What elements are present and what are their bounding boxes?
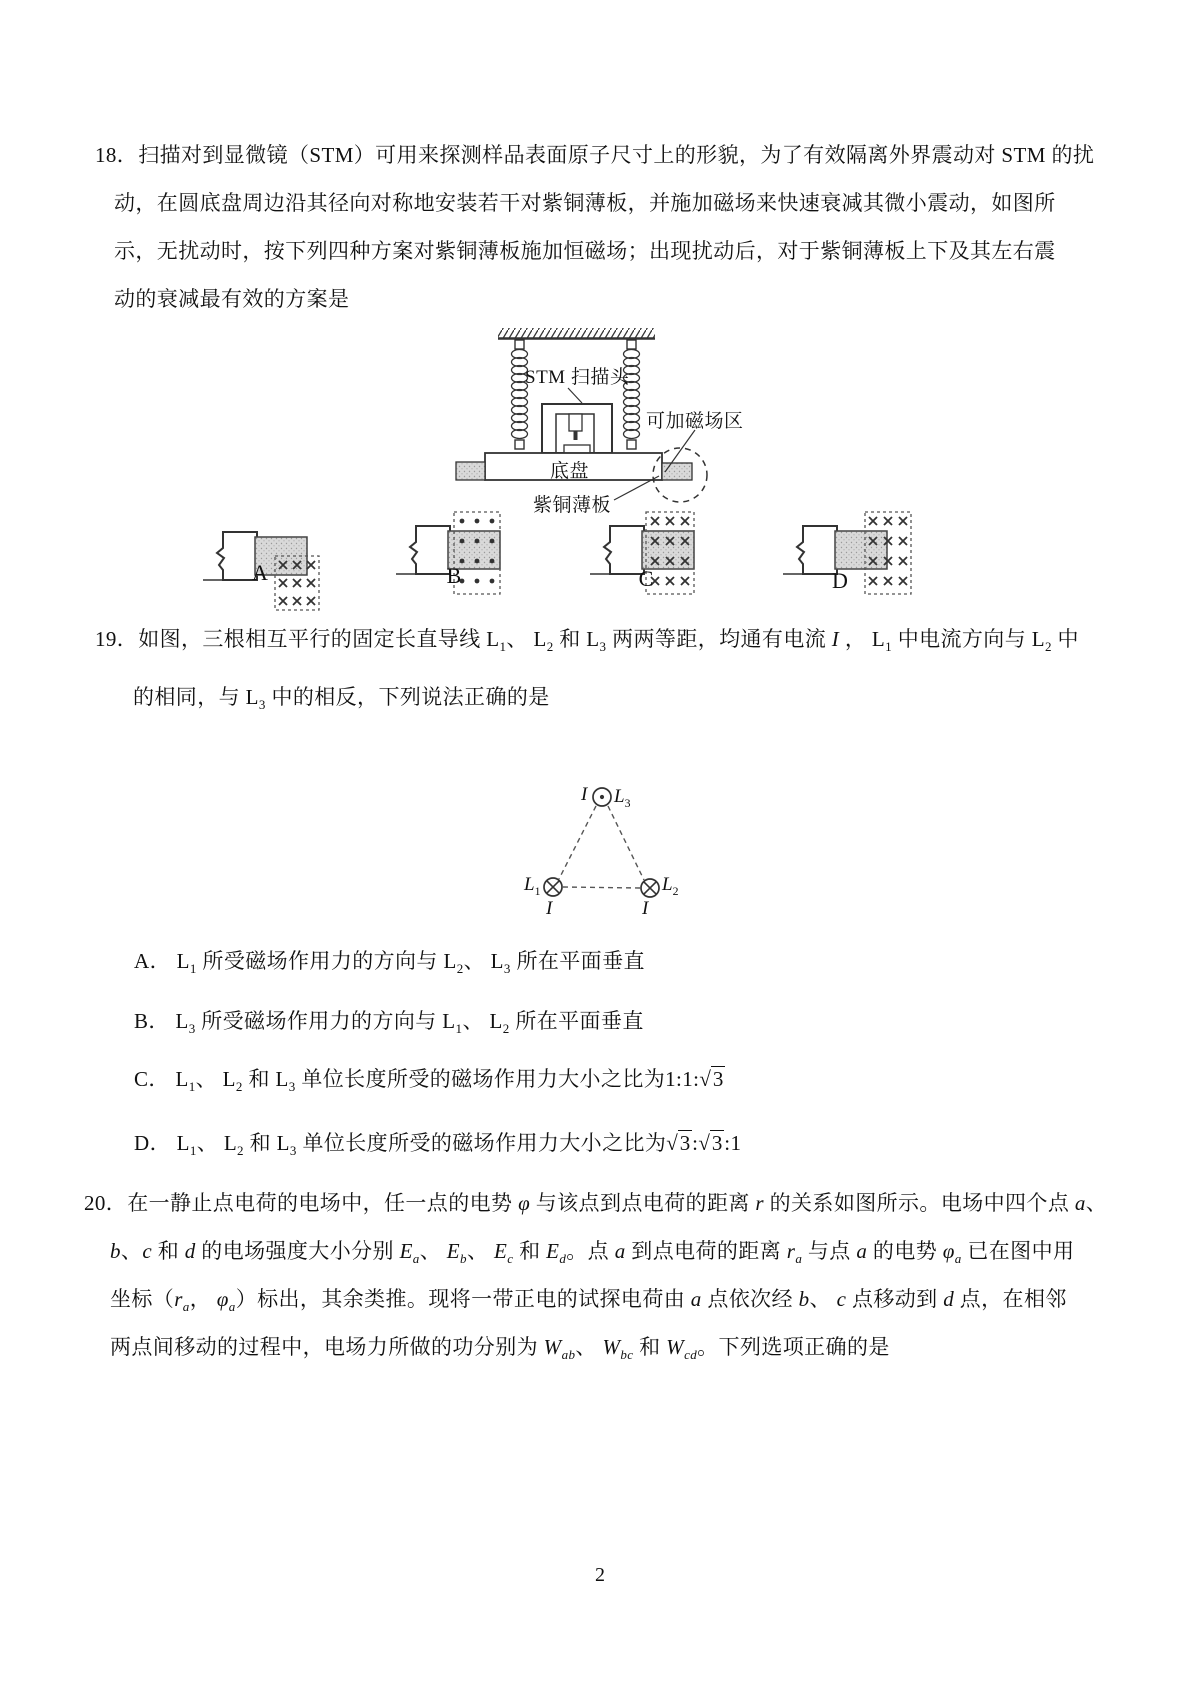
copper-plate bbox=[835, 531, 887, 569]
q20-line-3: 坐标（$r_a$， $\varphi_a$）标出，其余类推。现将一带正电的试探电荷由 a 点依次经 b、 c 点移动到 d 点，在相邻 bbox=[110, 1287, 1067, 1315]
three-wires-drawing bbox=[480, 762, 740, 932]
q20-line-2: b、c 和 d 的电场强度大小分别 $E_a$、 $E_b$、 $E_c$ 和 $E_d$。点 a 到点电荷的距离 $r_a$ 与点 a 的电势 $\varphi_a$ 已在图中用 bbox=[110, 1239, 1075, 1267]
q18-option-b-label: B bbox=[446, 563, 462, 588]
q19-option-c: C． $L_1$、 $L_2$ 和 $L_3$ 单位长度所受的磁场作用力大小之比为1:1:√3 bbox=[134, 1067, 724, 1095]
base-plate-label: 底盘 bbox=[550, 461, 590, 482]
field-zone-label: 可加磁场区 bbox=[646, 411, 744, 432]
q19-figure bbox=[480, 762, 740, 932]
q18-option-b-diagram bbox=[388, 506, 538, 611]
triangle-dashed-sides bbox=[559, 806, 644, 888]
q19-wire-L2-label: $L_2$ bbox=[662, 874, 679, 898]
scanner-housing bbox=[542, 404, 612, 453]
stm-scanner-label: STM 扫描头 bbox=[525, 367, 630, 388]
support-block bbox=[797, 526, 837, 574]
q19-top-current-label: I bbox=[581, 784, 588, 805]
q18-line-4: 动的衰减最有效的方案是 bbox=[114, 287, 350, 311]
q19-option-d: D． $L_1$、 $L_2$ 和 $L_3$ 单位长度所受的磁场作用力大小之比为√3:√3:1 bbox=[134, 1131, 742, 1159]
q18-option-d-diagram bbox=[775, 506, 925, 611]
q18-line-3: 示，无扰动时，按下列四种方案对紫铜薄板施加恒磁场；出现扰动后，对于紫铜薄板上下及其左右震 bbox=[114, 239, 1056, 263]
wire-L3-out-of-page bbox=[593, 788, 611, 806]
wire-L1-into-page bbox=[544, 878, 562, 896]
q18-line-1: 18．扫描对到显微镜（STM）可用来探测样品表面原子尺寸上的形貌，为了有效隔离外界震动对 STM 的扰 bbox=[95, 143, 1095, 167]
q18-figure bbox=[418, 300, 818, 515]
q18-option-d-label: D bbox=[832, 568, 848, 593]
q19-left-current-label: I bbox=[546, 898, 553, 919]
wire-L2-into-page bbox=[641, 879, 659, 897]
q19-option-a: A． $L_1$ 所受磁场作用力的方向与 $L_2$、 $L_3$ 所在平面垂直 bbox=[134, 949, 645, 977]
ceiling bbox=[498, 328, 655, 339]
q19-option-b: B． $L_3$ 所受磁场作用力的方向与 $L_1$、 $L_2$ 所在平面垂直 bbox=[134, 1009, 644, 1037]
q19-wire-L3-label: $L_3$ bbox=[614, 786, 631, 810]
stm-setup-drawing bbox=[418, 300, 818, 515]
copper-sheet-label: 紫铜薄板 bbox=[533, 495, 612, 516]
q19-right-current-label: I bbox=[642, 898, 649, 919]
q19-wire-L1-label: $L_1$ bbox=[524, 874, 541, 898]
q18-line-2: 动，在圆底盘周边沿其径向对称地安装若干对紫铜薄板，并施加磁场来快速衰减其微小震动，如图所 bbox=[114, 191, 1056, 215]
page-number: 2 bbox=[595, 1564, 605, 1586]
q18-option-c-diagram bbox=[582, 506, 732, 611]
q20-line-1: 20．在一静止点电荷的电场中，任一点的电势 φ 与该点到点电荷的距离 r 的关系如图所示。电场中四个点 a、 bbox=[84, 1191, 1108, 1215]
q18-option-a-label: A bbox=[252, 560, 268, 585]
q19-line-1: 19．如图，三根相互平行的固定长直导线 $L_1$、 $L_2$ 和 $L_3$ 两两等距，均通有电流 I ， $L_1$ 中电流方向与 $L_2$ 中 bbox=[95, 627, 1079, 655]
q19-line-2: 的相同，与 $L_3$ 中的相反，下列说法正确的是 bbox=[133, 685, 550, 713]
q18-option-c-label: C bbox=[638, 566, 654, 591]
q20-line-4: 两点间移动的过程中，电场力所做的功分别为 $W_{ab}$、 $W_{bc}$ 和 $W_{cd}$。下列选项正确的是 bbox=[110, 1335, 890, 1363]
